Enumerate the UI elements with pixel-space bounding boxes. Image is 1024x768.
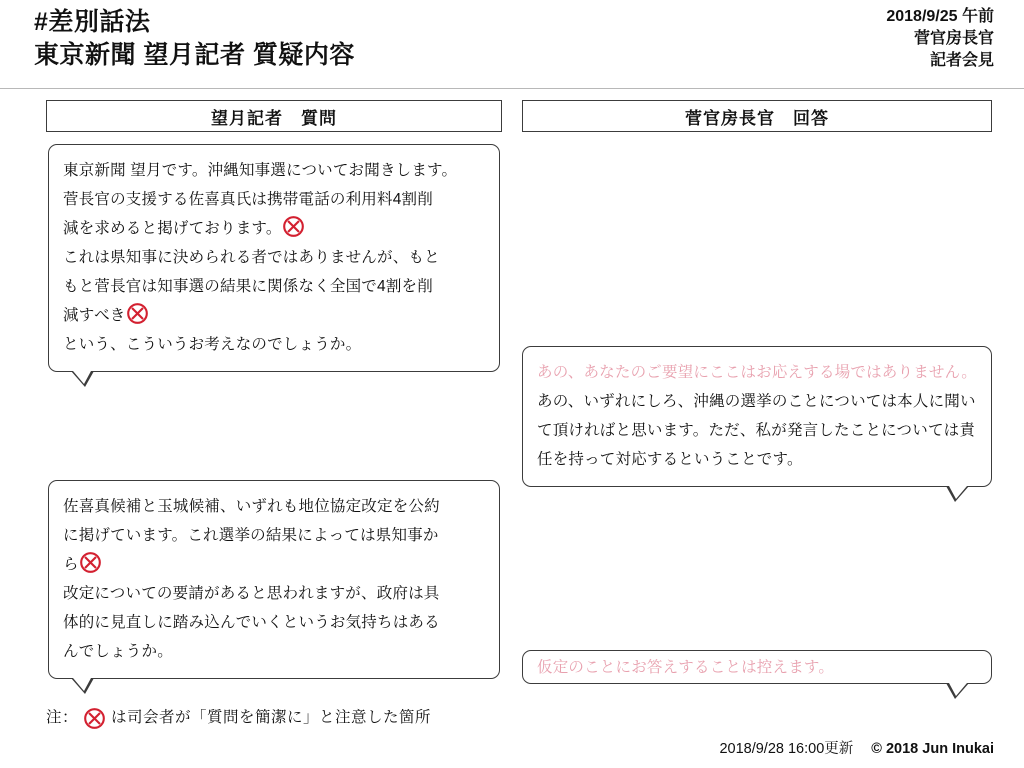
question-line: んでしょうか。 xyxy=(63,643,173,660)
column-header-answer: 菅官房長官 回答 xyxy=(522,100,992,132)
red-x-circle-icon xyxy=(80,552,101,573)
meta-event: 記者会見 xyxy=(929,52,994,69)
footer-updated: 2018/9/28 16:00更新 xyxy=(719,741,854,757)
footnote-suffix: は司会者が「質問を簡潔に」と注意した箇所 xyxy=(111,709,432,726)
answer-text: あの、いずれにしろ、沖縄の選挙のことについては本人に聞いて頂ければと思います。ただ、私が発言したことについては責任を持って対応するということです。 xyxy=(537,393,976,468)
answer-highlight: 仮定のことにお答えすることは控えます。 xyxy=(537,659,835,676)
question-line: これは県知事に決められる者ではありませんが、もと xyxy=(63,249,440,266)
question-line: 東京新聞 望月です。沖縄知事選についてお聞きします。 xyxy=(63,162,458,179)
question-line: もと菅長官は知事選の結果に関係なく全国で4割を削 xyxy=(63,278,433,295)
header xyxy=(0,0,1024,88)
column-header-question: 望月記者 質問 xyxy=(46,100,502,132)
page-hashtag: #差別話法 xyxy=(34,8,151,36)
red-x-circle-icon xyxy=(283,216,304,237)
question-line: 減すべき xyxy=(63,301,485,330)
meta-date: 2018/9/25 午前 xyxy=(886,8,994,25)
bubble-tail-inner xyxy=(73,678,91,691)
footnote-prefix: 注： xyxy=(46,709,79,726)
meta-person: 菅官房長官 xyxy=(913,30,994,47)
question-line: 体的に見直しに踏み込んでいくというお気持ちはある xyxy=(63,614,440,631)
bubble-tail-inner xyxy=(949,486,967,499)
question-line: という、こういうお考えなのでしょうか。 xyxy=(63,336,362,353)
question-line: ら xyxy=(63,550,485,579)
question-line: 改定についての要請があると思われますが、政府は具 xyxy=(63,585,440,602)
question-line: 減を求めると掲げております。 xyxy=(63,214,485,243)
header-meta xyxy=(886,6,994,72)
question-line: 佐喜真候補と玉城候補、いずれも地位協定改定を公約 xyxy=(63,498,440,515)
answer-bubble-1 xyxy=(522,346,992,487)
bubble-tail-inner xyxy=(949,683,967,696)
bubble-tail-inner xyxy=(73,371,91,384)
header-divider xyxy=(0,88,1024,89)
question-line: に掲げています。これ選挙の結果によっては県知事か xyxy=(63,527,439,544)
question-line: 菅長官の支援する佐喜真氏は携帯電話の利用料4割削 xyxy=(63,191,433,208)
answer-highlight: あの、あなたのご要望 xyxy=(537,364,694,381)
footnote xyxy=(46,706,431,730)
question-bubble-1 xyxy=(48,144,500,372)
footer xyxy=(719,737,994,758)
title-block xyxy=(34,6,355,72)
answer-highlight: にここはお応えする場ではあり xyxy=(693,364,914,381)
red-x-circle-icon xyxy=(127,303,148,324)
answer-bubble-2 xyxy=(522,650,992,684)
red-x-circle-icon xyxy=(84,708,105,729)
page-title: 東京新聞 望月記者 質疑内容 xyxy=(34,41,355,69)
footer-copyright: © 2018 Jun Inukai xyxy=(871,741,994,757)
question-bubble-2 xyxy=(48,480,500,679)
answer-highlight: ません。 xyxy=(913,364,977,381)
